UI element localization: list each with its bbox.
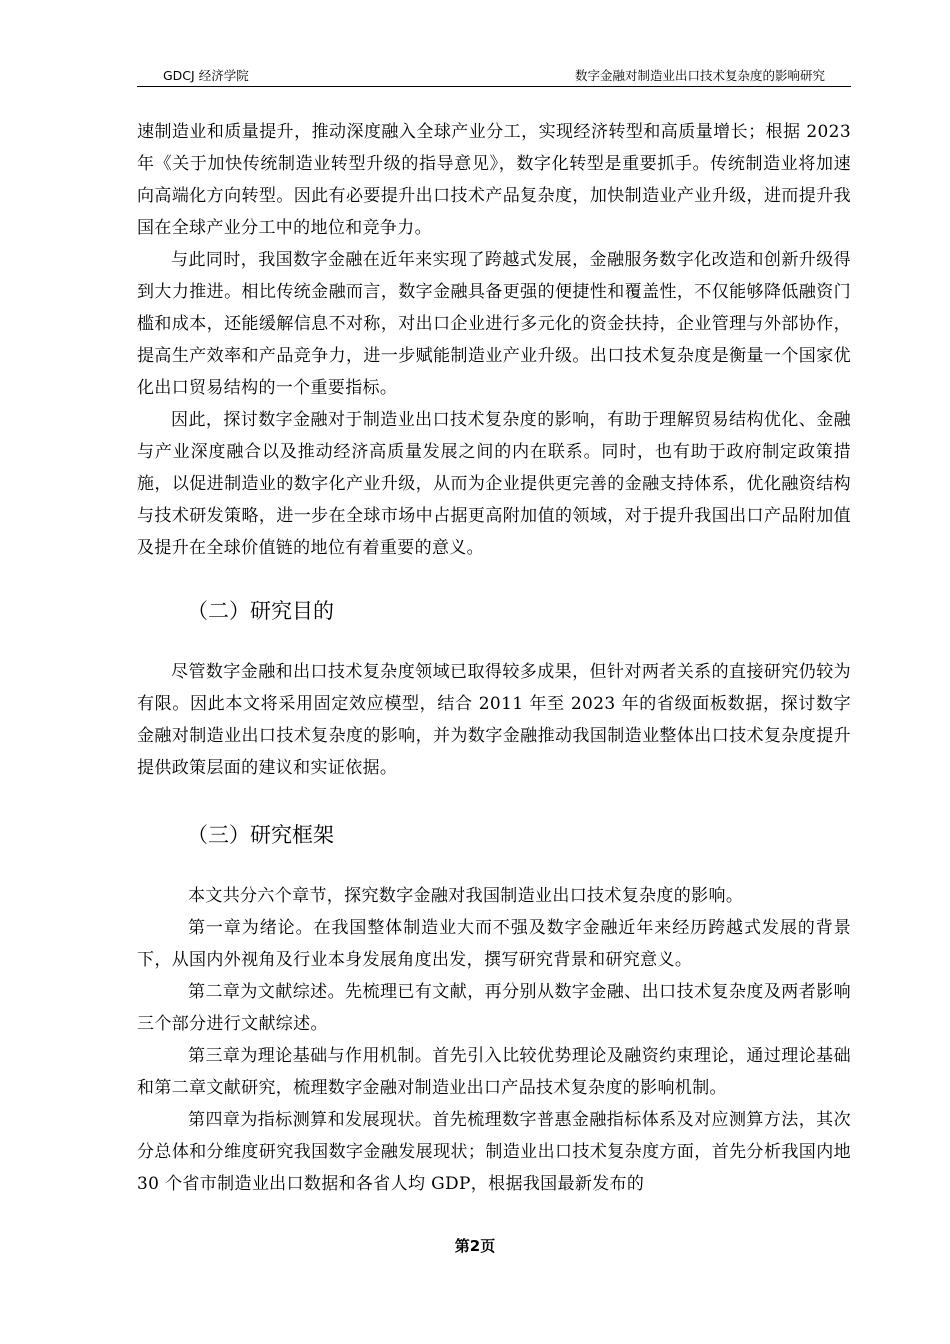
header-thesis-title: 数字金融对制造业出口技术复杂度的影响研究 [574, 68, 825, 83]
page-number: 第2页 [454, 1237, 496, 1255]
page-header [137, 66, 851, 86]
section-1-body [137, 116, 851, 564]
section-3-body [137, 880, 851, 1200]
section-heading-research-purpose: （二）研究目的 [187, 599, 334, 623]
header-divider [137, 86, 851, 87]
paragraph: 与此同时，我国数字金融在近年来实现了跨越式发展，金融服务数字化改造和创新升级得到大力推进。相比传统金融而言，数字金融具备更强的便捷性和覆盖性，不仅能够降低融资门槛和成本，还能缓解信息不对称，对出口企业进行多元化的资金扶持，企业管理与外部协作，提高生产效率和产品竞争力，进一步赋能制造业产业升级。出口技术复杂度是衡量一个国家优化出口贸易结构的一个重要指标。 [137, 250, 851, 398]
header-institution: GDCJ 经济学院 [163, 68, 249, 83]
paragraph: 第一章为绪论。在我国整体制造业大而不强及数字金融近年来经历跨越式发展的背景下，从国内外视角及行业本身发展角度出发，撰写研究背景和研究意义。 [137, 918, 851, 970]
section-2-body [137, 656, 851, 784]
paragraph: 第三章为理论基础与作用机制。首先引入比较优势理论及融资约束理论，通过理论基础和第二章文献研究，梳理数字金融对制造业出口产品技术复杂度的影响机制。 [137, 1046, 851, 1098]
paragraph: 第四章为指标测算和发展现状。首先梳理数字普惠金融指标体系及对应测算方法，其次分总体和分维度研究我国数字金融发展现状；制造业出口技术复杂度方面，首先分析我国内地 30 个省市制造业出口数据和各省人均 GDP，根据我国最新发布的 [137, 1110, 851, 1194]
paragraph: 尽管数字金融和出口技术复杂度领域已取得较多成果，但针对两者关系的直接研究仍较为有限。因此本文将采用固定效应模型，结合 2011 年至 2023 年的省级面板数据，探讨数字金融对制造业出口技术复杂度的影响，并为数字金融推动我国制造业整体出口技术复杂度提升提供政策层面的建议和实证依据。 [137, 662, 851, 778]
section-heading-research-framework: （三）研究框架 [187, 823, 334, 847]
paragraph: 第二章为文献综述。先梳理已有文献，再分别从数字金融、出口技术复杂度及两者影响三个部分进行文献综述。 [137, 982, 851, 1034]
paragraph: 本文共分六个章节，探究数字金融对我国制造业出口技术复杂度的影响。 [188, 886, 744, 906]
paragraph: 因此，探讨数字金融对于制造业出口技术复杂度的影响，有助于理解贸易结构优化、金融与产业深度融合以及推动经济高质量发展之间的内在联系。同时，也有助于政府制定政策措施，以促进制造业的数字化产业升级，从而为企业提供更完善的金融支持体系，优化融资结构与技术研发策略，进一步在全球市场中占据更高附加值的领域，对于提升我国出口产品附加值及提升在全球价值链的地位有着重要的意义。 [137, 410, 851, 558]
paragraph: 速制造业和质量提升，推动深度融入全球产业分工，实现经济转型和高质量增长；根据 2023 年《关于加快传统制造业转型升级的指导意见》，数字化转型是重要抓手。传统制造业将加速向高端化方向转型。因此有必要提升出口技术产品复杂度，加快制造业产业升级，进而提升我国在全球产业分工中的地位和竞争力。 [137, 122, 851, 238]
